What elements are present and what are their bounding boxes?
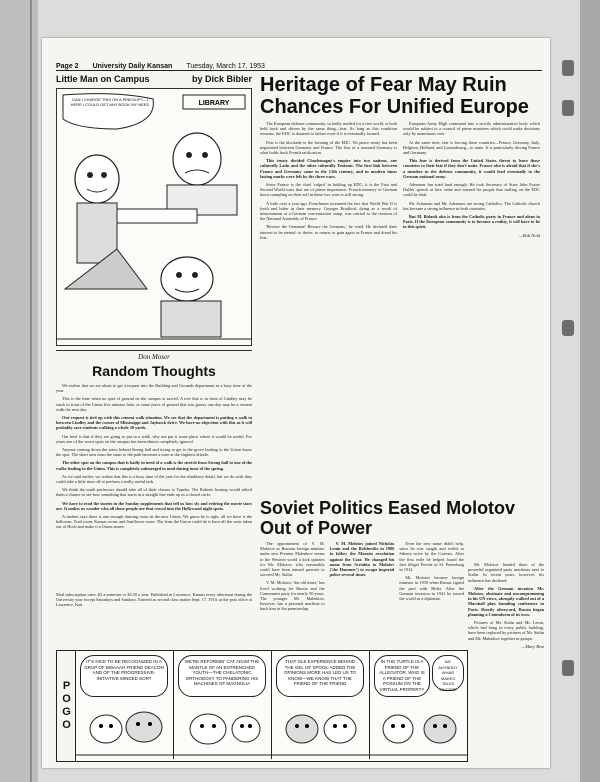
pogo-comic-strip — [56, 650, 468, 762]
publication-notice: Mail subscription rates: $3 a semester or $4.50 a year. Published in Lawrence, Kansas every afternoon during the University year except Saturdays and Sundays. Entered as second class matter Sept. 17, 1910, at the post office at Lawrence, Kan. — [56, 592, 252, 608]
binder-line — [30, 0, 32, 782]
article-paragraph: This treaty divided Charlemagne's empire into two nations, one culturally Latin and the other culturally Teutonic. The first link between France and Germany came in the 13th century, and in modern times lasting marks were left by the three wars. — [260, 158, 397, 179]
comic-panel — [174, 651, 272, 759]
speech-balloon: THAT OLE EXPERIENCE BEHIND THE GEL OF SPOOL-ADDED THE OPINIONS MORE HAS LED US TO KNOW—WE KNOW THAT THE FRIEND OF THE FRIEND — [276, 655, 364, 697]
comic-panel — [272, 651, 370, 759]
comic-panel — [370, 651, 467, 759]
article-paragraph: Mr. Schuman and Mr. Adenauer are strong Catholics. The Catholic church has become a strong influence in both countries. — [403, 200, 540, 211]
second-article-column — [260, 541, 325, 615]
binder-ring — [562, 100, 574, 116]
column-paragraph: Anyone coming down the stairs behind Strong hall and trying to get to the grove leading to the Union know the spot. The short area from the stairs to the path becomes a mire at the slightest drizzle. — [56, 447, 252, 458]
binder-ring — [562, 320, 574, 336]
article-paragraph: A little over a year ago, Frenchmen screamed the fact that World War II is fresh and bitter in their memory. Georges Bradford, dying as a result of mistreatment at a German concentration camp, was carried to the rostrum of the National Assembly of France. — [260, 200, 397, 222]
cartoon-balloon: CAN I CHARGE THIS ON A PINKSLIP?—I HERE I COULD GET ANY BOOK MY NEED — [70, 97, 150, 107]
article-paragraph: Fear is the blockade to the forming of the EDC. No peace treaty has been negotiated between Germany and France. The fear of a rearmed Germany is what holds back French ratification. — [260, 139, 397, 156]
column-byline: Don Moser — [56, 350, 252, 361]
newspaper-page — [42, 38, 550, 768]
binder-ring — [562, 60, 574, 76]
comic-header — [56, 74, 252, 88]
panel-drawing — [76, 699, 173, 759]
article-columns — [260, 121, 540, 243]
binder-ring — [562, 660, 574, 676]
side-paragraph: After the German invasion Mr. Molotov, obstinate and uncompromising in his UN views, abruptly walked out of a Marshall plan founding conference in Paris. Shortly afterward, Russia began planning a Cominform of its own. — [468, 585, 544, 617]
issue-date: Tuesday, March 17, 1953 — [186, 63, 265, 70]
article-paragraph: Since France is the chief 'culprit' in holding up EDC, it is the First and Second World wars that are of prime importance. French memory of German boots trampling on their soil in these two wars is still strong. — [260, 182, 397, 198]
article-left-column — [260, 121, 397, 243]
column-body — [56, 383, 252, 530]
article-paragraph: But M. Bidault also is from the Catholic party in France and alone in Paris. If the European community is to become a reality, it will have to be in this spirit. — [403, 214, 540, 230]
column-paragraph: Our beef is that if they are going to put in a walk, why not put it some place where it would be useful. For years one of the worst spots on the campus has been almost completely ignored. — [56, 433, 252, 444]
article-signature: —Bob Nold — [518, 232, 540, 238]
second-paragraph: Even the new name didn't help, since he was caught and exiled to Siberia twice by the Czarists. After the first exile he helped found the first illegal Pravda in St. Petersburg in 1912. — [399, 541, 465, 573]
article-paragraph: Adenauer has tried hard enough. He took Secretary of State John Foster Dulles' speech at face value and warned his people that stalling on the EDC could be fatal. — [403, 182, 540, 198]
editorial-cartoon — [56, 88, 252, 346]
speech-balloon: IT'S NICE TO BE RECOGNIZED IN A GRUP OF BWAAAH FRIEND DEACON AND OF THE PROGRESSIVE-INITIATIVE MINDED SORT — [80, 655, 168, 697]
comic-author: by Dick Bibler — [191, 74, 252, 84]
column-paragraph: A student says there is one enough dancing room in the new Union. We guess he is right, all we have is the ballroom, Trail room, Kansas room, and Sunflower room. The least the Union could do is have all the seats taken out of Hoch and make it a Union annex. — [56, 514, 252, 530]
second-paragraph: V. M. Molotov, 'the old timer,' has lived working for Russia and the Communist party for nearly 50 years. The younger Mr. Malenkov, however, has a personal machine to back him in the premiership. — [260, 580, 325, 612]
article-paragraph: European Army High command into a strictly administrative body which would be subject to a council of prime ministers which could make decisions only by unanimous vote. — [403, 121, 540, 137]
page-number: Page 2 — [56, 63, 79, 70]
pogo-label — [57, 651, 76, 761]
second-article-column — [330, 541, 395, 615]
second-headline: Soviet Politics Eased Molotov Out of Power — [260, 498, 516, 538]
panel-drawing — [174, 699, 271, 759]
editorial-article — [260, 74, 540, 494]
article-headline: Heritage of Fear May Ruin Chances For Unified Europe — [260, 74, 529, 118]
speech-balloon: AN' ANYBODY WHAR MAKES TALKS SINCERE — [432, 655, 464, 691]
comic-panel — [76, 651, 174, 759]
second-article-columns — [260, 541, 464, 615]
second-signature: —Mary Betz — [521, 643, 544, 649]
comic-title: Little Man on Campus — [56, 74, 150, 84]
masthead — [56, 58, 542, 71]
second-article-column — [399, 541, 464, 615]
column-paragraph: The other spot on the campus that is badly in need of a walk is the stretch from Strong hall to one of the walks leading to the Union. This is completely submerged in mud during most of the spring. — [56, 460, 252, 471]
panel-drawing — [370, 699, 467, 759]
library-sign: LIBRARY — [198, 100, 230, 107]
second-paragraph: V. M. Molotov joined Nicholas Lenin and the Bolsheviks in 1906 to follow the Marxist revolution against the Czar. He changed his name from Scriabin to Molotov ('the Hammer') to escape imperial police several times. — [329, 541, 395, 578]
second-article-side-column — [468, 562, 544, 649]
article-paragraph: At the same time, fear is forcing these countries—France, Germany, Italy, Belgium, Holland, and Luxembourg—to unite. It is particularly driving France and Germany. — [403, 139, 540, 156]
article-right-column — [403, 121, 540, 243]
column-paragraph: We have to read the stories in the Sunday supplements that tell us how sly and retiring the movie stars are. It makes us wonder who all those people are that crowd into the Hollywood night spots. — [56, 500, 252, 511]
speech-balloon: IN THE TURTLE IS A FRIEND OF THE ALLEGATOR, WHO IS A FRIEND OF THE POSSUM ON THE VIRTUAL PROPERTY — [374, 655, 430, 697]
speech-balloon: WE'RE REFORMIN' CAT ADAM THE MANTLE OF AN ENTRENCHED YOUTH—THE CHELATONIC ORTHODOXY TO PANDERING HIS MACHINES OF MAGNOLIA — [178, 655, 266, 697]
cartoon-drawing — [57, 89, 252, 345]
column-paragraph: We realize that we are about to get a request into the Building and Grounds department as a busy time of the year. — [56, 383, 252, 394]
second-paragraph: Mr. Molotov became foreign minister in 1939 when Russia signed the pact with Hitler. After the German invasion in 1941 he toured the world as a diplomat. — [399, 575, 465, 602]
article-paragraph: The European defense community, so badly needed for a free world, is both held back and driven by the same thing—fear. As long as this condition remains, the EDC is doomed to failure even if it is eventually formed. — [260, 121, 397, 137]
article-paragraph: 'Beware the Germans! Beware the Germans,' he cried. He declared their interest to be eternal: to thrive, to return, to gain again as France and dread his fear. — [260, 224, 397, 240]
column-title: Random Thoughts — [92, 363, 216, 379]
second-paragraph: The appointment of V. M. Molotov as Russian foreign minister under new Premier Malenkov seems to the Western world a kick upstairs for Mr. Molotov, who reasonably could have been named premier to succeed Mr. Stalin. — [260, 541, 325, 578]
paper-name: University Daily Kansan — [92, 63, 173, 70]
column-paragraph: Our request is tied up with this cement walk situation. We see that the department is putting a walk in between Lindley and the corner of Mississippi and Jayhawk drive. We have no objection with this as it will probably save students walking a whole 20 yards. — [56, 415, 252, 431]
column-paragraph: We think the math professors should take all of their classes to Topeka. The Roberts hearing would afford them a chance to see how something that starts as a straight line ends up as a closed circle. — [56, 487, 252, 498]
column-paragraph: This is the time when no spot of ground on the campus is sacred. A tree that is in front of Lindley may be stuck in front of the Union five minutes later, or some piece of ground that was grassy one day may be a cement walk the next day. — [56, 396, 252, 412]
side-paragraph: Mr. Molotov headed three of the powerful organized party machines next to Stalin. In recent years, however, his influence has declined. — [468, 562, 544, 583]
pogo-label-text: POGO — [60, 680, 73, 732]
side-paragraph: Pictures of Mr. Stalin and Mr. Lenin, which had hung in every public building, have been replaced by pictures of Mr. Stalin and Mr. Malenkov together in groups. — [468, 620, 544, 641]
adjacent-page-edge — [580, 0, 600, 782]
panel-drawing — [272, 699, 369, 759]
binder-margin — [0, 0, 38, 782]
article-paragraph: This fear is derived from the United States threat to leave those countries to their fate if they don't unite. France also is afraid that if she's a member in the defense community, it would lead eventually to the German national army. — [403, 158, 540, 179]
column-paragraph: As we said earlier, we realize that this is a busy time of the year for the shrubbery detail, but we do wish they could take a little time off to perform a really useful task. — [56, 473, 252, 485]
